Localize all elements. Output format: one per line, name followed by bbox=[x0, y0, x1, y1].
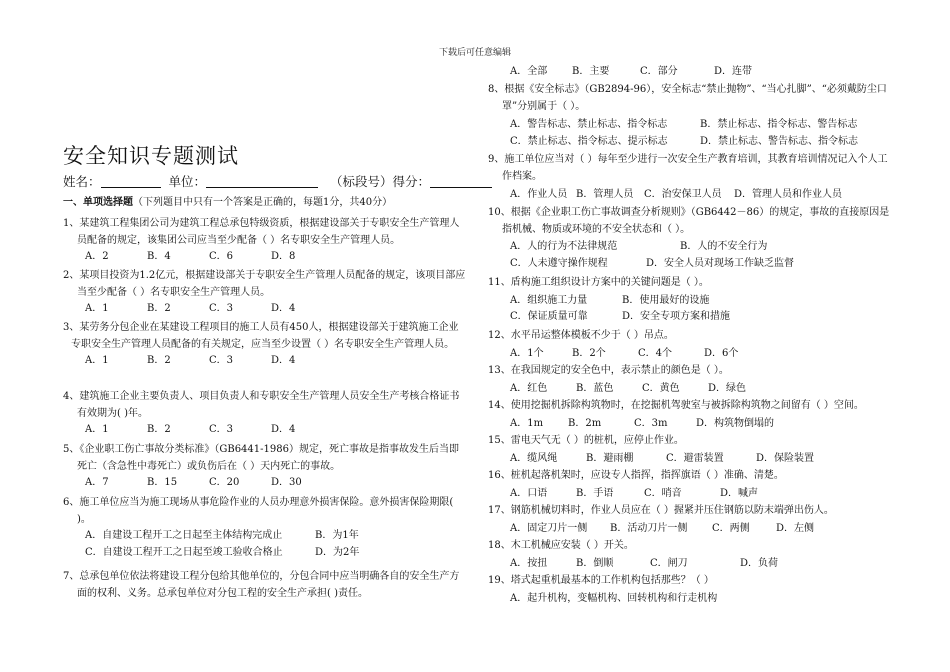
question-8 bbox=[488, 82, 890, 150]
option-b[interactable]: B．主要 bbox=[572, 66, 610, 77]
option-a[interactable]: A．按扭 bbox=[510, 557, 548, 569]
question-stem: 10、根据《企业职工伤亡事故调查分析规则》（GB6442－86）的规定，事故的直接原因是指机械、物质或环境的不安全状态和（ ）。 bbox=[488, 207, 890, 235]
option-c[interactable]: C．3 bbox=[209, 355, 234, 367]
option-b[interactable]: B．避雨棚 bbox=[586, 452, 634, 464]
question-stem: 13、在我国规定的安全色中，表示禁止的颜色是（ ）。 bbox=[488, 365, 729, 376]
option-d[interactable]: D．保险装置 bbox=[756, 452, 815, 464]
question-19 bbox=[488, 573, 890, 607]
question-11 bbox=[488, 275, 890, 326]
option-row bbox=[488, 239, 890, 256]
option-c[interactable]: C．4个 bbox=[638, 347, 673, 359]
question-7-options bbox=[488, 64, 890, 81]
question-stem: 4、建筑施工企业主要负责人、项目负责人和专职安全生产管理人员安全生产考核合格证书有效期为( )年。 bbox=[63, 391, 460, 419]
option-c[interactable]: C．保证质量可靠 bbox=[510, 311, 588, 323]
option-c[interactable]: C．20 bbox=[209, 477, 240, 489]
option-a[interactable]: A．1个 bbox=[510, 347, 544, 359]
option-d[interactable]: D．4 bbox=[271, 303, 296, 315]
option-b[interactable]: B．为1年 bbox=[315, 530, 359, 542]
option-d[interactable]: D．绿色 bbox=[708, 382, 747, 394]
option-d[interactable]: D．管理人员和作业人员 bbox=[734, 189, 843, 201]
question-7 bbox=[63, 569, 468, 602]
option-row bbox=[63, 249, 468, 266]
question-stem: 2、某项目投资为1.2亿元，根据建设部关于专职安全生产管理人员配备的规定，该项目部应当至少配备（ ）名专职安全生产管理人员。 bbox=[63, 270, 466, 298]
option-c[interactable]: C．3 bbox=[209, 303, 234, 315]
option-b[interactable]: B．人的不安全行为 bbox=[680, 241, 768, 253]
option-a[interactable]: A．1 bbox=[85, 355, 109, 367]
option-b[interactable]: B．活动刀片一侧 bbox=[610, 522, 688, 534]
option-b[interactable]: B．手语 bbox=[576, 487, 614, 499]
question-12 bbox=[488, 328, 890, 362]
option-row bbox=[63, 475, 468, 492]
info-line bbox=[63, 172, 492, 190]
question-16 bbox=[488, 468, 890, 502]
option-d[interactable]: D．禁止标志、警告标志、指令标志 bbox=[700, 135, 859, 147]
question-stem: 19、塔式起重机最基本的工作机构包括那些？（ ） bbox=[488, 575, 714, 586]
option-b[interactable]: B．2 bbox=[147, 355, 171, 367]
option-c[interactable]: C．自建设工程开工之日起至竣工验收合格止 bbox=[85, 546, 283, 558]
question-stem: 3、某劳务分包企业在某建设工程项目的施工人员有450人，根据建设部关于建筑施工企业 bbox=[63, 322, 459, 333]
option-b[interactable]: B．倒顺 bbox=[576, 557, 614, 569]
option-a[interactable]: A．7 bbox=[85, 477, 109, 489]
option-a[interactable]: A．自建设工程开工之日起至主体结构完成止 bbox=[85, 530, 283, 542]
option-d[interactable]: D．构筑物倒塌的 bbox=[696, 417, 775, 429]
option-d[interactable]: D．连带 bbox=[714, 66, 753, 77]
option-b[interactable]: B．禁止标志、指令标志、警告标志 bbox=[700, 119, 858, 131]
option-c[interactable]: C．人未遵守操作规程 bbox=[510, 257, 608, 269]
option-b[interactable]: B．4 bbox=[147, 251, 171, 263]
option-a[interactable]: A．红色 bbox=[510, 382, 548, 394]
option-c[interactable]: C．部分 bbox=[640, 66, 678, 77]
question-stem: 14、使用挖掘机拆除构筑物时，在挖掘机驾驶室与被拆除构筑物之间留有（ ）空间。 bbox=[488, 400, 864, 411]
question-stem: 11、盾构施工组织设计方案中的关键问题是（ ）。 bbox=[488, 277, 709, 288]
option-row bbox=[488, 293, 890, 310]
question-stem: 7、总承包单位依法将建设工程分包给其他单位的，分包合同中应当明确各自的安全生产方面的权利、义务。总承包单位对分包工程的安全生产承担( )责任。 bbox=[63, 571, 460, 599]
option-d[interactable]: D．负荷 bbox=[740, 557, 779, 569]
option-a[interactable]: A．全部 bbox=[510, 66, 548, 77]
option-b[interactable]: B．使用最好的设施 bbox=[622, 294, 710, 306]
question-stem: 12、水平吊运整体模板不少于（ ）吊点。 bbox=[488, 330, 674, 341]
question-9 bbox=[488, 152, 890, 204]
question-2 bbox=[63, 268, 468, 318]
question-10 bbox=[488, 205, 890, 272]
option-b[interactable]: B．2 bbox=[147, 424, 171, 436]
option-row bbox=[488, 346, 890, 363]
option-row bbox=[63, 353, 468, 370]
option-row bbox=[63, 545, 468, 562]
score-label: 得分： bbox=[392, 174, 431, 189]
option-row bbox=[63, 301, 468, 318]
option-d[interactable]: D．安全人员对现场工作缺乏监督 bbox=[646, 257, 795, 269]
name-label: 姓名： bbox=[63, 174, 101, 189]
question-stem: 18、木工机械应安装（ ）开关。 bbox=[488, 540, 634, 551]
option-row bbox=[488, 486, 890, 503]
question-stem-continued: 专职安全生产管理人员配备的有关规定，应当至少设置（ ）名专职安全生产管理人员。 bbox=[71, 338, 455, 350]
question-stem: 1、某建筑工程集团公司为建筑工程总承包特级资质，根据建设部关于专职安全生产管理人员配备的规定，该集团公司应当至少配备（ ）名专职安全生产管理人员。 bbox=[63, 218, 460, 246]
option-row bbox=[488, 64, 890, 81]
unit-label: 单位： bbox=[168, 174, 207, 189]
option-c[interactable]: C．避雷装置 bbox=[666, 452, 724, 464]
question-18 bbox=[488, 538, 890, 572]
option-row bbox=[488, 117, 890, 134]
option-a[interactable]: A．作业人员 bbox=[510, 189, 568, 201]
option-c[interactable]: C．3m bbox=[634, 417, 668, 429]
option-row bbox=[488, 134, 890, 151]
option-a[interactable]: A．起升机构，变幅机构、回转机构和行走机构 bbox=[510, 592, 718, 604]
question-6 bbox=[63, 495, 468, 561]
option-a[interactable]: A．1 bbox=[85, 303, 109, 315]
option-row bbox=[488, 416, 890, 433]
option-c[interactable]: C．治安保卫人员 bbox=[644, 189, 722, 201]
question-1 bbox=[63, 216, 468, 266]
option-a[interactable]: A．1m bbox=[510, 417, 544, 429]
section-note: （下列题目中只有一个答案是正确的，每题1分，共40分） bbox=[133, 197, 393, 208]
option-b[interactable]: B．管理人员 bbox=[576, 189, 634, 201]
option-a[interactable]: A．口语 bbox=[510, 487, 548, 499]
question-14 bbox=[488, 398, 890, 432]
option-b[interactable]: B．蓝色 bbox=[576, 382, 614, 394]
option-d[interactable]: D．安全专项方案和措施 bbox=[622, 311, 731, 323]
section-heading bbox=[63, 193, 392, 208]
section-title: 一、单项选择题 bbox=[63, 197, 133, 208]
option-row bbox=[63, 422, 468, 439]
option-a[interactable]: A．组织施工力量 bbox=[510, 294, 588, 306]
question-stem: 9、施工单位应当对（ ）每年至少进行一次安全生产教育培训，其教育培训情况记入个人工作档案。 bbox=[488, 154, 888, 182]
unit-blank[interactable] bbox=[206, 174, 318, 188]
option-c[interactable]: C．禁止标志、指令标志、提示标志 bbox=[510, 135, 668, 147]
option-row bbox=[488, 187, 890, 204]
option-d[interactable]: D．4 bbox=[271, 355, 296, 367]
option-c[interactable]: C．哨音 bbox=[644, 487, 682, 499]
question-stem: 5、《企业职工伤亡事故分类标准》（GB6441-1986）规定，死亡事故是指事故发生后当即死亡（含急性中毒死亡）或负伤后在（ ）天内死亡的事故。 bbox=[63, 444, 459, 472]
header-note: 下载后可任意编辑 bbox=[438, 48, 511, 58]
question-stem: 15、雷电天气无（ ）的桩机，应停止作业。 bbox=[488, 435, 684, 446]
option-a[interactable]: A．1 bbox=[85, 424, 109, 436]
option-row bbox=[488, 591, 890, 608]
option-a[interactable]: A．缆风绳 bbox=[510, 452, 558, 464]
option-d[interactable]: D．6个 bbox=[704, 347, 739, 359]
option-b[interactable]: B．2个 bbox=[572, 347, 606, 359]
option-d[interactable]: D．喊声 bbox=[720, 487, 759, 499]
option-d[interactable]: D．左侧 bbox=[776, 522, 815, 534]
option-d[interactable]: D．30 bbox=[271, 477, 302, 489]
score-blank[interactable] bbox=[430, 174, 492, 188]
option-c[interactable]: C．两侧 bbox=[712, 522, 750, 534]
question-3 bbox=[63, 320, 468, 370]
option-c[interactable]: C．黄色 bbox=[642, 382, 680, 394]
option-d[interactable]: D．8 bbox=[271, 251, 296, 263]
question-stem: 8、根据《安全标志》（GB2894-96），安全标志“禁止抛物”、“当心扎脚”、“必须戴防尘口罩”分别属于（ ）。 bbox=[488, 84, 887, 112]
question-13 bbox=[488, 363, 890, 397]
question-stem: 6、施工单位应当为施工现场从事危险作业的人员办理意外损害保险。意外损害保险期限( )。 bbox=[63, 497, 454, 525]
question-15 bbox=[488, 433, 890, 467]
question-stem: 17、钢筋机械切料时，作业人员应在（ ）握紧并压住钢筋以防末端弹出伤人。 bbox=[488, 505, 834, 516]
page-title: 安全知识专题测试 bbox=[63, 144, 239, 168]
option-row bbox=[488, 309, 890, 326]
question-stem: 16、桩机起落机架时，应设专人指挥，指挥旗语（ ）准确、清楚。 bbox=[488, 470, 784, 481]
option-row bbox=[488, 256, 890, 273]
question-5 bbox=[63, 442, 468, 492]
option-d[interactable]: D．4 bbox=[271, 424, 296, 436]
option-row bbox=[488, 521, 890, 538]
option-b[interactable]: B．2 bbox=[147, 303, 171, 315]
name-blank[interactable] bbox=[101, 174, 161, 188]
option-b[interactable]: B．15 bbox=[147, 477, 178, 489]
question-4 bbox=[63, 389, 468, 439]
section-number-label: （标段号） bbox=[330, 174, 393, 189]
option-c[interactable]: C．3 bbox=[209, 424, 234, 436]
option-a[interactable]: A．警告标志、禁止标志、指令标志 bbox=[510, 119, 668, 131]
option-d[interactable]: D．为2年 bbox=[315, 546, 360, 558]
option-a[interactable]: A．2 bbox=[85, 251, 109, 263]
option-row bbox=[63, 528, 468, 545]
option-c[interactable]: C．闸刀 bbox=[650, 557, 688, 569]
option-c[interactable]: C．6 bbox=[209, 251, 234, 263]
option-row bbox=[488, 556, 890, 573]
option-row bbox=[488, 451, 890, 468]
option-row bbox=[488, 381, 890, 398]
option-a[interactable]: A．固定刀片一侧 bbox=[510, 522, 588, 534]
option-b[interactable]: B．2m bbox=[568, 417, 602, 429]
option-a[interactable]: A．人的行为不法律规范 bbox=[510, 241, 618, 253]
question-17 bbox=[488, 503, 890, 537]
